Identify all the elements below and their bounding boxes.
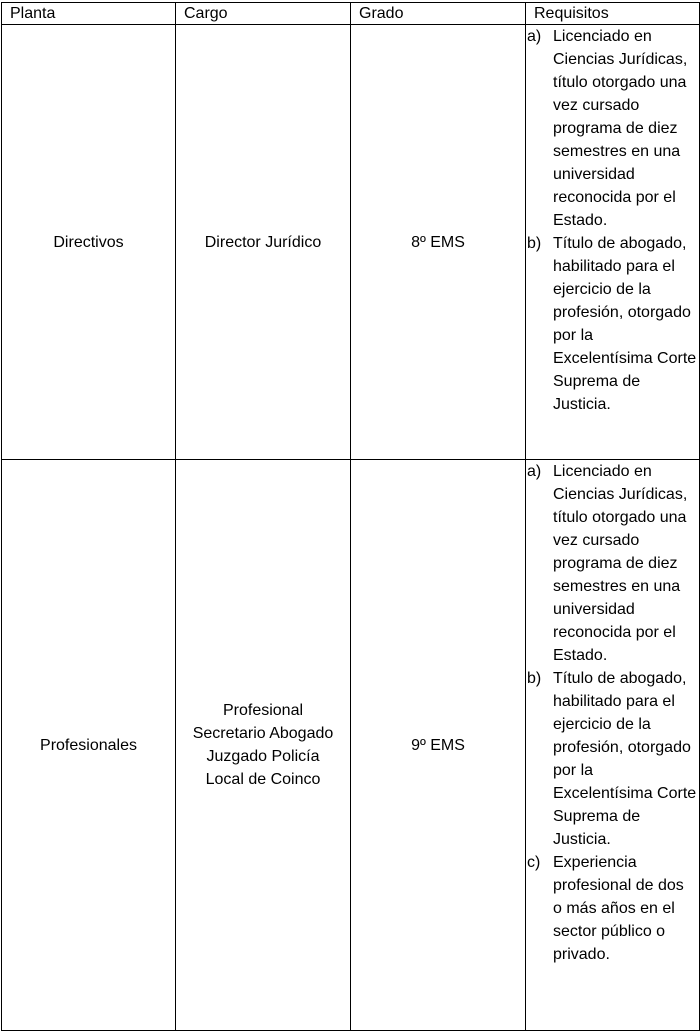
requirements-list <box>526 25 699 416</box>
requisitos-cell <box>526 460 700 1031</box>
cargo-cell <box>176 460 351 1031</box>
header-requisitos: Requisitos <box>526 3 700 25</box>
table-header-row <box>2 3 700 25</box>
table-row <box>2 25 700 460</box>
requirements-list <box>526 460 699 966</box>
grado-cell: 8º EMS <box>351 25 526 460</box>
cargo-line: Secretario Abogado <box>192 725 334 742</box>
planta-cell: Directivos <box>2 25 176 460</box>
requirement-text: Experiencia profesional de dos o más años en el sector público o privado. <box>553 854 684 963</box>
requirement-text: Título de abogado, habilitado para el ejercicio de la profesión, otorgado por la Excelentísima Corte Suprema de Justicia. <box>553 670 697 848</box>
grado-cell: 9º EMS <box>351 460 526 1031</box>
list-marker: c) <box>527 854 541 871</box>
header-cargo: Cargo <box>176 3 351 25</box>
list-item <box>526 851 699 966</box>
planta-cell: Profesionales <box>2 460 176 1031</box>
list-marker: a) <box>527 463 542 480</box>
requirements-table <box>1 2 700 1031</box>
list-marker: b) <box>527 670 542 687</box>
list-item <box>526 460 699 667</box>
cargo-line: Juzgado Policía <box>206 748 320 765</box>
requisitos-cell <box>526 25 700 460</box>
header-planta: Planta <box>2 3 176 25</box>
list-item <box>526 667 699 851</box>
cargo-line: Profesional <box>222 702 304 719</box>
list-marker: a) <box>527 28 542 45</box>
list-marker: b) <box>527 235 542 252</box>
table-row <box>2 460 700 1031</box>
header-grado: Grado <box>351 3 526 25</box>
requirement-text: Licenciado en Ciencias Jurídicas, título otorgado una vez cursado programa de diez semestres en una universidad reconocida por el Estado. <box>553 463 688 664</box>
cargo-line: Director Jurídico <box>204 233 322 251</box>
requirement-text: Licenciado en Ciencias Jurídicas, título otorgado una vez cursado programa de diez semestres en una universidad reconocida por el Estado. <box>553 28 688 229</box>
list-item <box>526 25 699 232</box>
cargo-line: Local de Coinco <box>205 771 321 788</box>
list-item <box>526 232 699 416</box>
requirement-text: Título de abogado, habilitado para el ejercicio de la profesión, otorgado por la Excelentísima Corte Suprema de Justicia. <box>553 235 697 413</box>
cargo-cell <box>176 25 351 460</box>
